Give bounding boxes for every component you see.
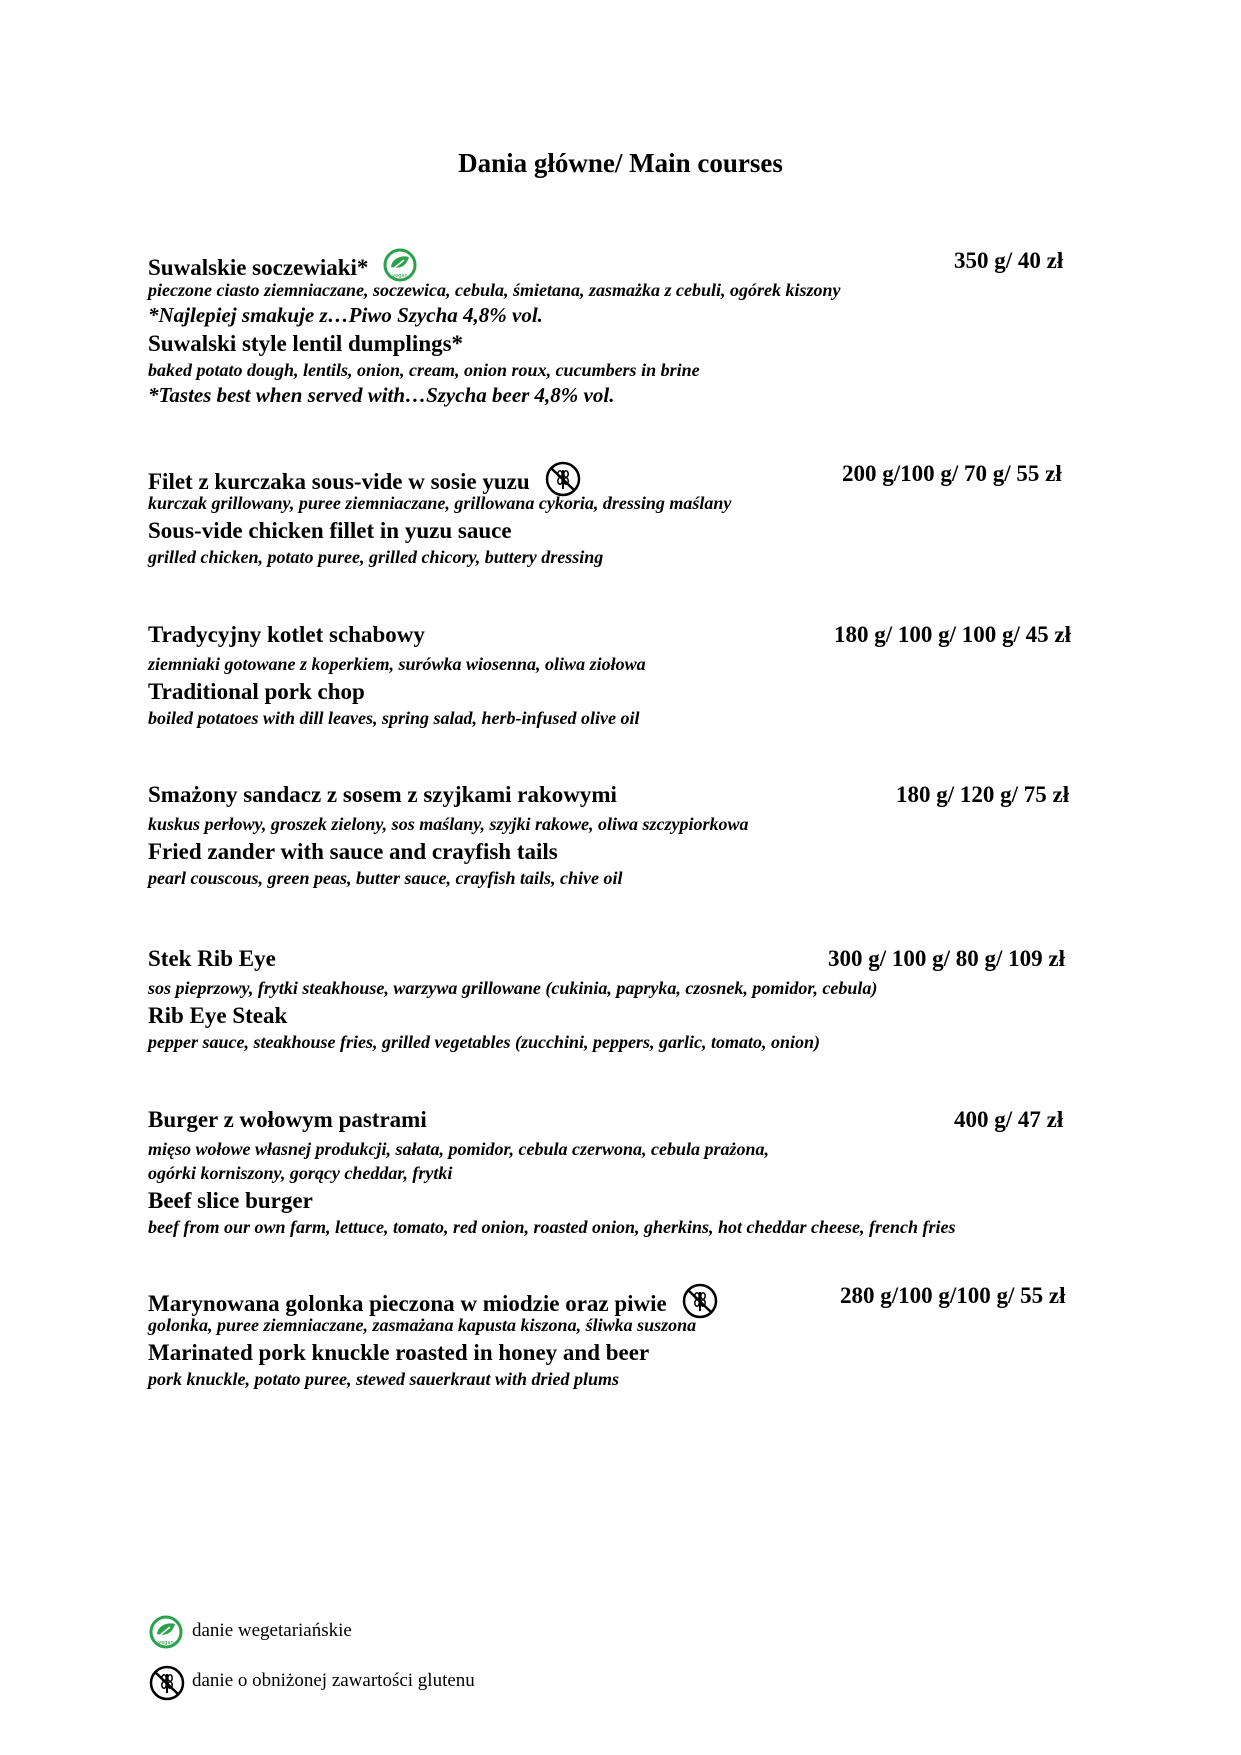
menu-item-lentil-dumplings — [148, 248, 1098, 408]
dish-description-en: boiled potatoes with dill leaves, spring salad, herb-infused olive oil — [148, 708, 640, 728]
dish-price: 300 g/ 100 g/ 80 g/ 109 zł — [828, 946, 1066, 971]
dish-name-pl: Suwalskie soczewiaki* — [148, 254, 369, 280]
dish-description-pl: ziemniaki gotowane z koperkiem, surówka wiosenna, oliwa ziołowa — [148, 654, 646, 674]
dish-name-pl: Burger z wołowym pastrami — [148, 1107, 427, 1132]
dish-price: 180 g/ 100 g/ 100 g/ 45 zł — [834, 622, 1072, 647]
svg-text:vegan: vegan — [392, 273, 409, 279]
dish-name-en: Beef slice burger — [148, 1188, 313, 1213]
dish-price: 280 g/100 g/100 g/ 55 zł — [840, 1283, 1066, 1308]
dish-description-pl-continued: ogórki korniszony, gorący cheddar, frytki — [148, 1163, 453, 1183]
dish-description-pl: kuskus perłowy, groszek zielony, sos maślany, szyjki rakowe, oliwa szczypiorkowa — [148, 814, 749, 834]
dish-name-pl: Filet z kurczaka sous-vide w sosie yuzu — [148, 468, 530, 494]
dish-description-en: baked potato dough, lentils, onion, cream, onion roux, cucumbers in brine — [148, 360, 700, 380]
dish-description-pl: mięso wołowe własnej produkcji, sałata, pomidor, cebula czerwona, cebula prażona, — [148, 1139, 770, 1159]
svg-text:vegan: vegan — [158, 1640, 174, 1646]
dish-name-en: Sous-vide chicken fillet in yuzu sauce — [148, 518, 512, 543]
dish-price: 180 g/ 120 g/ 75 zł — [896, 782, 1070, 807]
menu-item-chicken-fillet — [148, 461, 1098, 569]
dish-description-pl: sos pieprzowy, frytki steakhouse, warzywa grillowane (cukinia, papryka, czosnek, pomidor, cebula) — [148, 978, 878, 998]
menu-item-pastrami-burger — [148, 1107, 1098, 1239]
dish-name-en: Traditional pork chop — [148, 679, 365, 704]
dish-description-en: pepper sauce, steakhouse fries, grilled vegetables (zucchini, peppers, garlic, tomato, onion) — [148, 1032, 820, 1052]
legend-gluten — [148, 1664, 475, 1707]
dish-description-en: grilled chicken, potato puree, grilled chicory, buttery dressing — [148, 547, 604, 567]
dish-description-en: beef from our own farm, lettuce, tomato, red onion, roasted onion, gherkins, hot cheddar cheese, french fries — [148, 1217, 956, 1237]
dish-description-pl: kurczak grillowany, puree ziemniaczane, grillowana cykoria, dressing maślany — [148, 493, 732, 513]
vegetarian-leaf-icon — [148, 1614, 184, 1655]
dish-note-pl: *Najlepiej smakuje z…Piwo Szycha 4,8% vol. — [148, 303, 543, 327]
crossed-wheat-icon — [148, 1664, 186, 1707]
crossed-wheat-icon — [544, 461, 582, 502]
dish-name-pl: Marynowana golonka pieczona w miodzie oraz piwie — [148, 1290, 667, 1316]
dish-price: 350 g/ 40 zł — [954, 248, 1064, 273]
dish-name-en: Marinated pork knuckle roasted in honey and beer — [148, 1340, 650, 1365]
dish-name-en: Rib Eye Steak — [148, 1003, 288, 1028]
dish-description-en: pearl couscous, green peas, butter sauce, crayfish tails, chive oil — [148, 868, 623, 888]
dish-name-pl: Stek Rib Eye — [148, 946, 276, 971]
dish-description-pl: golonka, puree ziemniaczane, zasmażana kapusta kiszona, śliwka suszona — [148, 1315, 697, 1335]
dish-description-pl: pieczone ciasto ziemniaczane, soczewica, cebula, śmietana, zasmażka z cebuli, ogórek kiszony — [148, 280, 841, 300]
vegetarian-leaf-icon — [382, 248, 418, 287]
dish-name-pl: Smażony sandacz z sosem z szyjkami rakowymi — [148, 782, 617, 807]
menu-item-zander — [148, 782, 1098, 890]
menu-item-rib-eye — [148, 946, 1098, 1054]
menu-item-pork-chop — [148, 622, 1098, 730]
dish-name-en: Fried zander with sauce and crayfish tails — [148, 839, 558, 864]
legend-vegetarian-label: danie wegetariańskie — [192, 1620, 352, 1641]
legend-vegetarian — [148, 1614, 352, 1655]
crossed-wheat-icon — [681, 1283, 719, 1324]
dish-name-pl: Tradycyjny kotlet schabowy — [148, 622, 425, 647]
dish-description-en: pork knuckle, potato puree, stewed sauerkraut with dried plums — [148, 1369, 620, 1389]
page-title: Dania główne/ Main courses — [458, 148, 783, 178]
dish-name-en: Suwalski style lentil dumplings* — [148, 331, 464, 356]
dish-note-en: *Tastes best when served with…Szycha beer 4,8% vol. — [148, 383, 615, 407]
dish-price: 400 g/ 47 zł — [954, 1107, 1064, 1132]
dish-price: 200 g/100 g/ 70 g/ 55 zł — [842, 461, 1062, 486]
menu-item-pork-knuckle — [148, 1283, 1098, 1391]
legend-gluten-label: danie o obniżonej zawartości glutenu — [192, 1670, 475, 1691]
